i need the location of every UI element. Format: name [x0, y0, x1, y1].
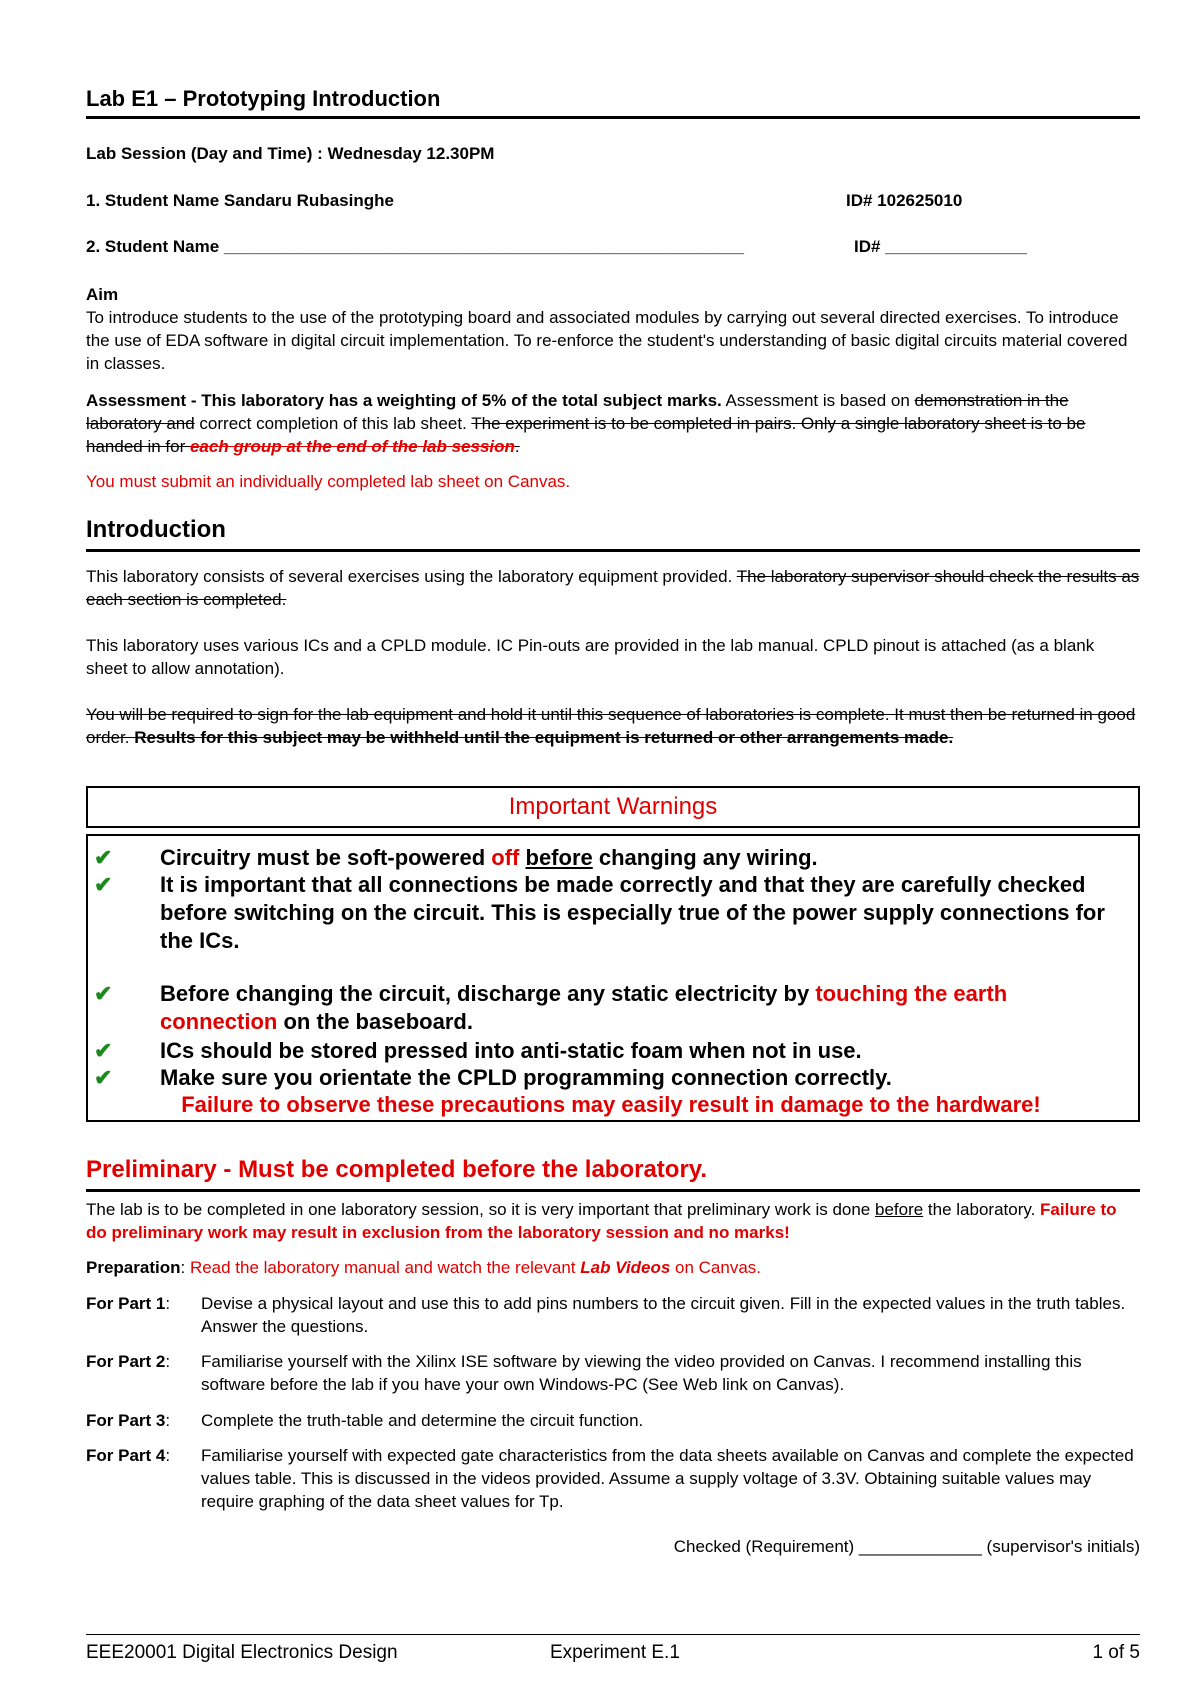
- assessment-strike1: demonstration in the laboratory and: [86, 391, 1069, 433]
- intro-p1-strike: The laboratory supervisor should check the results as each section is completed.: [86, 567, 1140, 609]
- part-2-label: For Part 2: [86, 1352, 166, 1371]
- check-icon: ✔: [94, 845, 113, 870]
- introduction-rule: [86, 549, 1140, 552]
- warning-3-text-a: Before changing the circuit, discharge any static electricity by: [160, 981, 816, 1006]
- lab-session-line: Lab Session (Day and Time) : Wednesday 12.30PM: [86, 144, 495, 163]
- part-4-colon: :: [165, 1446, 171, 1465]
- footer-rule: [86, 1634, 1140, 1635]
- footer-experiment: Experiment E.1: [550, 1642, 680, 1663]
- student1-name: 1. Student Name Sandaru Rubasinghe: [86, 191, 394, 210]
- preparation-colon: :: [180, 1258, 190, 1277]
- student2-name: 2. Student Name _______________________________________________________: [86, 237, 744, 256]
- preliminary-rule: [86, 1189, 1140, 1192]
- assessment-paragraph: [86, 389, 1140, 458]
- preparation-red-a: Read the laboratory manual and watch the relevant: [189, 1258, 581, 1277]
- preliminary-paragraph: [86, 1198, 1140, 1244]
- warning-2-text: It is important that all connections be made correctly and that they are carefully checked before switching on the circuit. This is especially true of the power supply connections for the ICs.: [160, 872, 1105, 953]
- preparation-label: Preparation: [86, 1258, 181, 1277]
- footer-page-number: 1 of 5: [1092, 1642, 1140, 1663]
- page-title: Lab E1 – Prototyping Introduction: [86, 86, 441, 111]
- prelim-text-b: the laboratory.: [923, 1200, 1041, 1219]
- intro-p3-strike-bold: Results for this subject may be withheld until the equipment is returned or other arrangements made.: [134, 728, 954, 747]
- warning-3-text-b: on the baseboard.: [277, 1009, 473, 1034]
- assessment-normal2: correct completion of this lab sheet.: [194, 414, 472, 433]
- part-4-label: For Part 4: [86, 1446, 166, 1465]
- preliminary-heading: Preliminary - Must be completed before the laboratory.: [86, 1156, 708, 1183]
- part-1-label: For Part 1: [86, 1294, 166, 1313]
- warnings-box: [86, 834, 1140, 1122]
- part-3-text: Complete the truth-table and determine the circuit function.: [201, 1411, 644, 1430]
- part-1-colon: :: [165, 1294, 171, 1313]
- failure-warning: Failure to observe these precautions may easily result in damage to the hardware!: [181, 1092, 1041, 1117]
- lab-videos-text: Lab Videos: [580, 1258, 671, 1277]
- aim-heading: Aim: [86, 285, 119, 304]
- part-1-text: Devise a physical layout and use this to add pins numbers to the circuit given. Fill in the expected values in the truth tables. Answer the questions.: [201, 1294, 1126, 1336]
- assessment-strike3: .: [514, 437, 520, 456]
- assessment-normal1: Assessment is based on: [721, 391, 915, 410]
- check-icon: ✔: [94, 981, 113, 1006]
- assessment-strike2: The experiment is to be completed in pairs. Only a single laboratory sheet is to be handed in for: [86, 414, 1086, 456]
- part-3-label: For Part 3: [86, 1411, 166, 1430]
- intro-p1-normal: This laboratory consists of several exercises using the laboratory equipment provided.: [86, 567, 737, 586]
- intro-paragraph-1: [86, 565, 1140, 611]
- check-icon: ✔: [94, 1065, 113, 1090]
- part-2-colon: :: [165, 1352, 171, 1371]
- student1-id: ID# 102625010: [846, 191, 963, 210]
- footer-course: EEE20001 Digital Electronics Design: [86, 1642, 398, 1663]
- student2-id: ID# _______________: [854, 237, 1027, 256]
- introduction-heading: Introduction: [86, 516, 226, 543]
- check-icon: ✔: [94, 1038, 113, 1063]
- part-4-text: Familiarise yourself with expected gate characteristics from the data sheets available on Canvas and complete the expected values table. This is discussed in the videos provided. Assume a supply voltage of 3.3V. Obtaining suitable values may require graphing of the data sheet values for Tp.: [201, 1446, 1134, 1511]
- intro-paragraph-2: This laboratory uses various ICs and a CPLD module. IC Pin-outs are provided in the lab manual. CPLD pinout is attached (as a blank sheet to allow annotation).: [86, 636, 1095, 678]
- aim-text: To introduce students to the use of the prototyping board and associated modules by carrying out several directed exercises. To introduce the use of EDA software in digital circuit implementation. To re-enforce the student's understanding of basic digital circuits material covered in classes.: [86, 308, 1128, 373]
- warning-3-red: touching the earth connection: [160, 981, 1008, 1034]
- warning-4-text: ICs should be stored pressed into anti-static foam when not in use.: [160, 1038, 862, 1063]
- preparation-line: [86, 1256, 1140, 1279]
- assessment-strike-red: each group at the end of the lab session: [189, 437, 515, 456]
- warning-1-text-a: Circuitry must be soft-powered: [160, 845, 492, 870]
- intro-p3-strike: You will be required to sign for the lab equipment and hold it until this sequence of laboratories is complete. It must then be returned in good order.: [86, 705, 1136, 747]
- warning-1-text-c: changing any wiring.: [592, 845, 818, 870]
- prelim-red-warning: Failure to do preliminary work may result in exclusion from the laboratory session and no marks!: [86, 1200, 1117, 1242]
- check-icon: ✔: [94, 872, 113, 897]
- title-rule: [86, 116, 1140, 119]
- part-2-text: Familiarise yourself with the Xilinx ISE software by viewing the video provided on Canvas. I recommend installing this software before the lab if you have your own Windows-PC (See Web link on Canvas).: [201, 1352, 1082, 1394]
- preparation-red-b: on Canvas.: [670, 1258, 762, 1277]
- warning-1-red: off: [491, 845, 520, 870]
- prelim-text-a: The lab is to be completed in one laboratory session, so it is very important that preliminary work is done: [86, 1200, 875, 1219]
- assessment-bold: Assessment - This laboratory has a weighting of 5% of the total subject marks.: [86, 391, 722, 410]
- prelim-underline: before: [874, 1200, 924, 1219]
- intro-paragraph-3: [86, 703, 1140, 749]
- warnings-heading: Important Warnings: [86, 786, 1140, 828]
- warning-1-underline: before: [525, 845, 593, 870]
- part-3-colon: :: [165, 1411, 171, 1430]
- warning-5-text: Make sure you orientate the CPLD programming connection correctly.: [160, 1065, 892, 1090]
- canvas-submit-note: You must submit an individually completed lab sheet on Canvas.: [86, 472, 571, 491]
- checked-requirement: Checked (Requirement) _____________ (supervisor's initials): [673, 1537, 1140, 1556]
